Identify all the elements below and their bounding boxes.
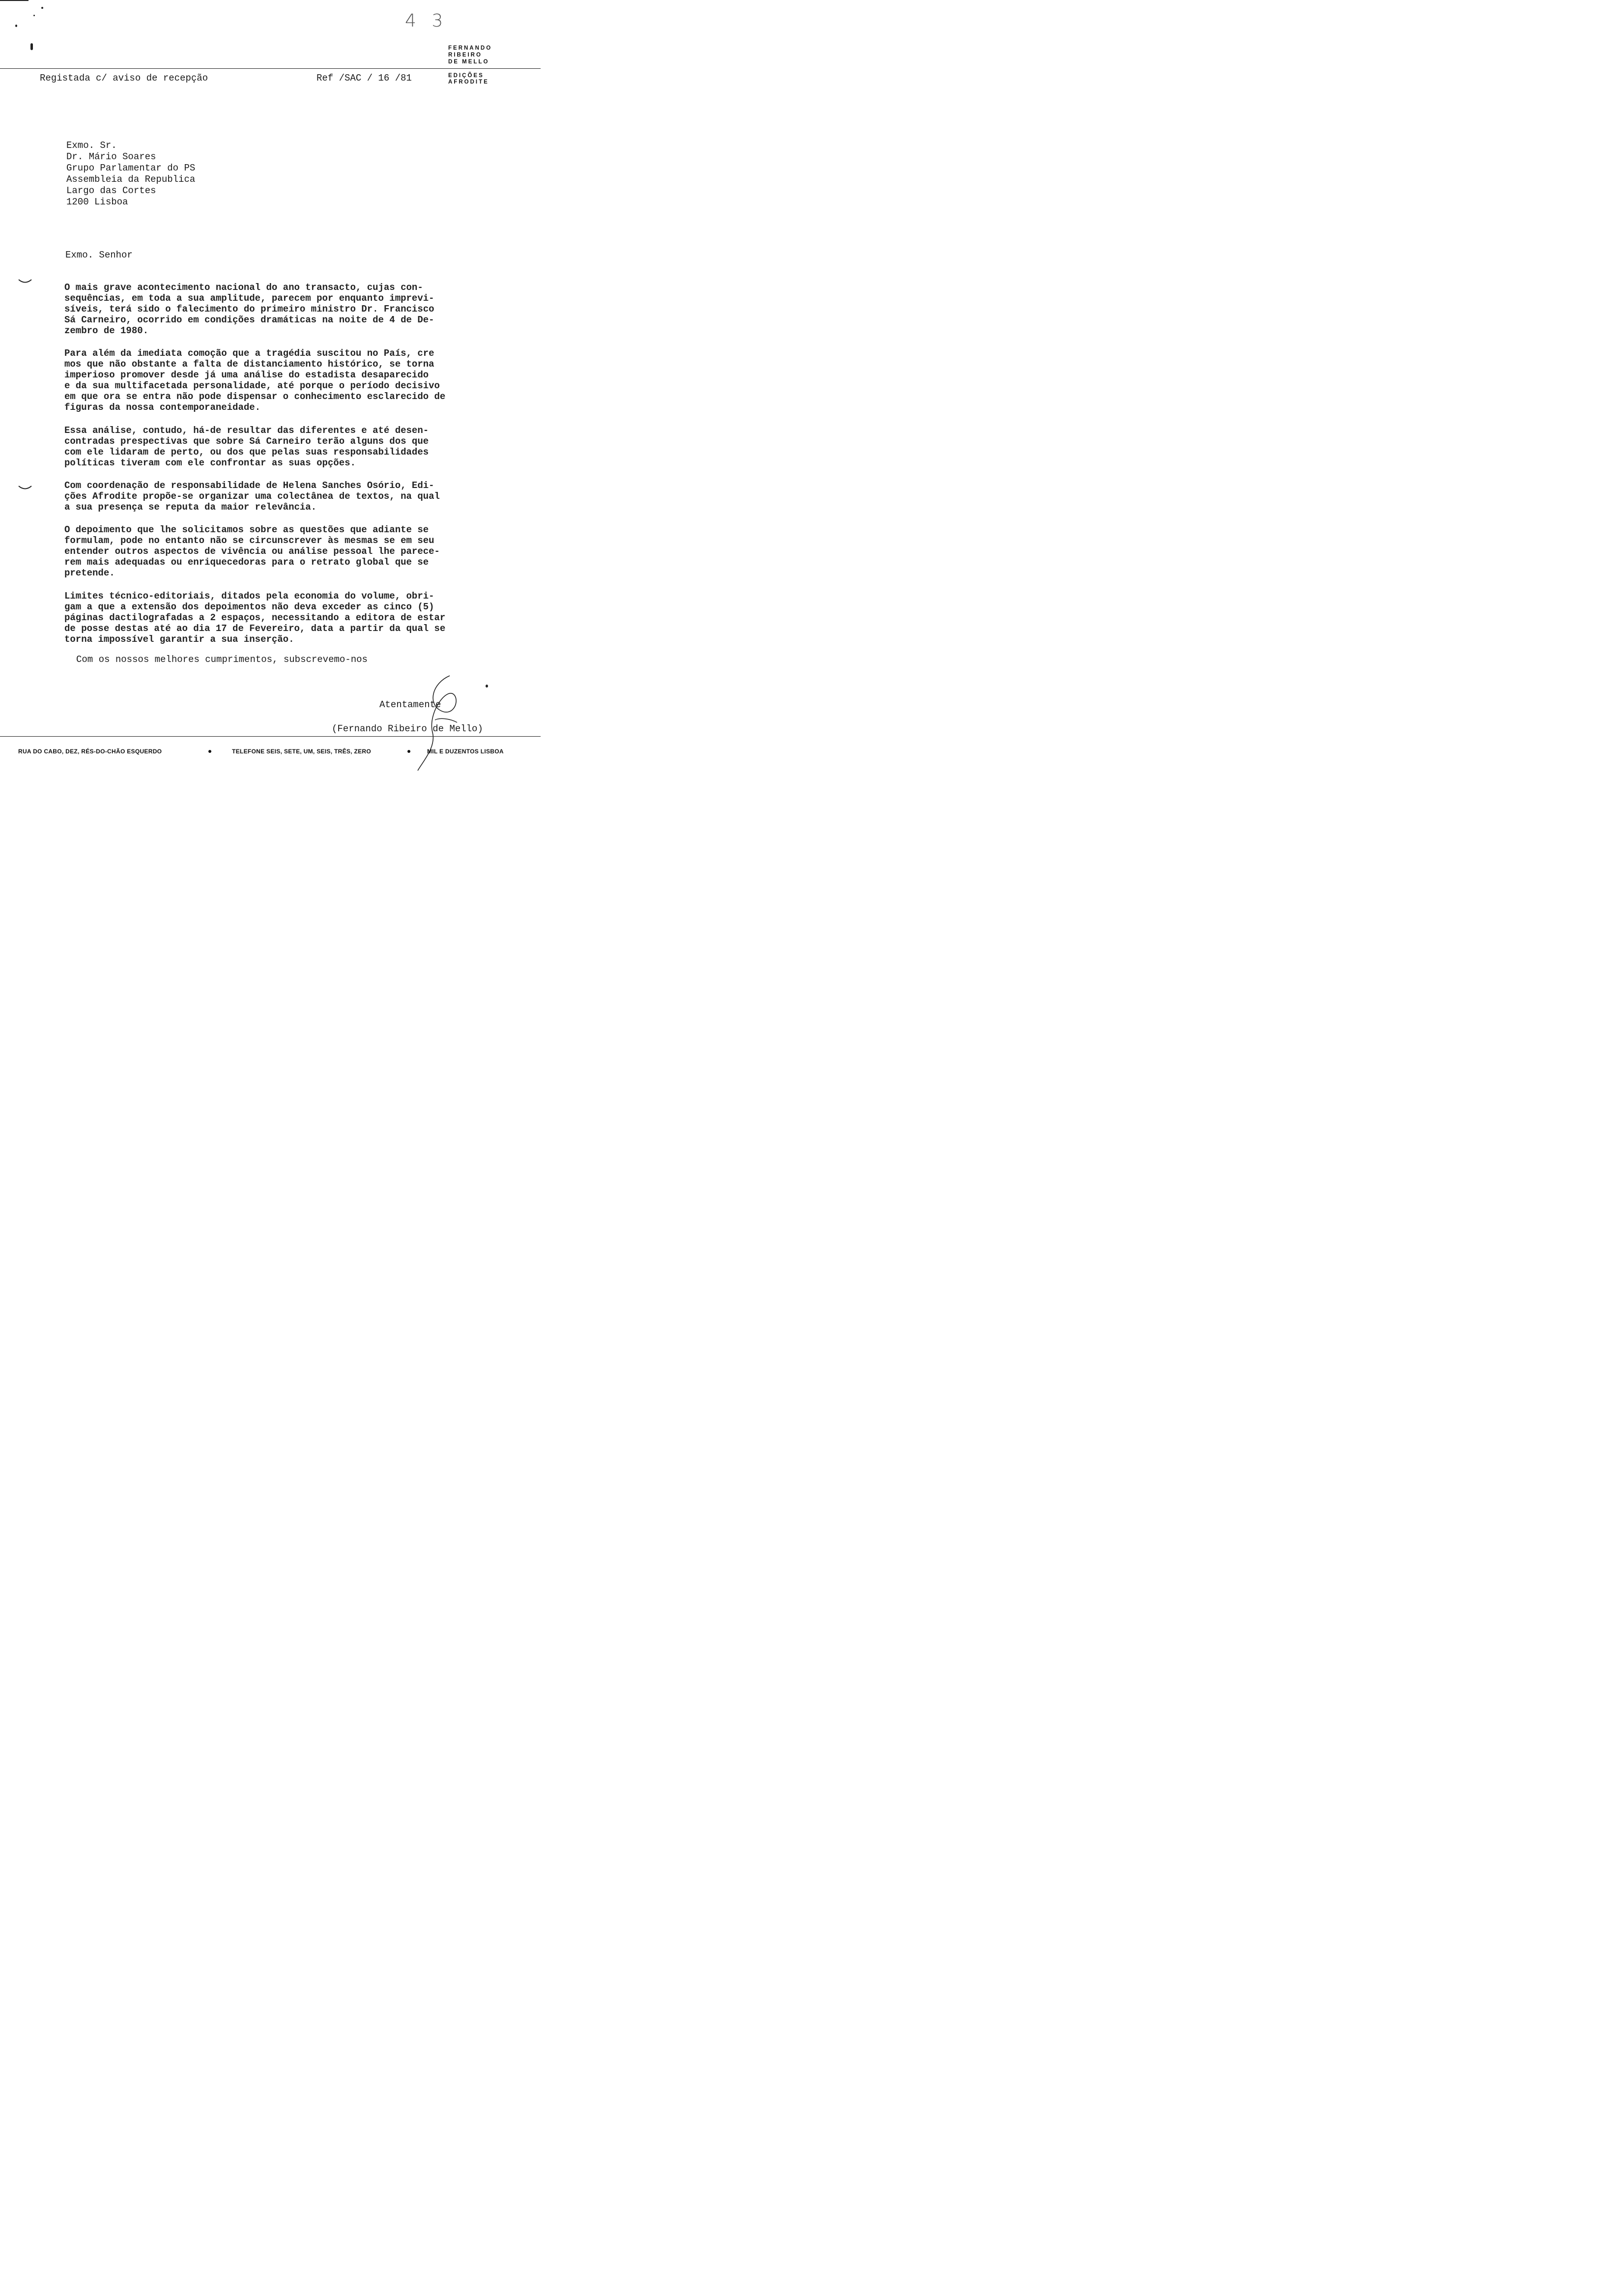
paragraph-line: de posse destas até ao dia 17 de Fevereiro, data a partir da qual se [64,623,446,634]
body-paragraph [64,591,445,645]
paragraph-line: Limites técnico-editoriais, ditados pela economia do volume, obri- [64,591,434,602]
handwritten-signature [413,673,472,772]
paragraph-line: O mais grave acontecimento nacional do ano transacto, cujas con- [64,282,423,293]
paragraph-line: imperioso promover desde já uma análise do estadista desaparecido [64,370,429,380]
sign-off: Atentamente [379,699,441,710]
paragraph-line: figuras da nossa contemporaneidade. [64,402,261,413]
paragraph-line: contradas prespectivas que sobre Sá Carneiro terão alguns dos que [64,436,429,447]
letterhead-name-line: FERNANDO [448,45,492,51]
address-line: Exmo. Sr. [66,140,117,151]
footer-phone: TELEFONE SEIS, SETE, UM, SEIS, TRÊS, ZERO [232,748,372,755]
address-line: 1200 Lisboa [66,197,128,207]
reference-number: Ref /SAC / 16 /81 [317,73,412,84]
paragraph-line: formulam, pode no entanto não se circunscrever às mesmas se em seu [64,535,434,546]
paragraph-line: em que ora se entra não pode dispensar o conhecimento esclarecido de [64,391,446,402]
body-paragraph [64,282,434,336]
paragraph-line: Sá Carneiro, ocorrido em condições dramáticas na noite de 4 de De- [64,315,434,325]
paragraph-line: ções Afrodite propõe-se organizar uma colectânea de textos, na qual [64,491,440,502]
paragraph-line: gam a que a extensão dos depoimentos não deva exceder as cinco (5) [64,602,434,612]
paragraph-line: políticas tiveram com ele confrontar as suas opções. [64,458,356,468]
ink-speck [33,15,35,16]
paragraph-line: sequências, em toda a sua amplitude, parecem por enquanto imprevi- [64,293,434,304]
top-edge-rule [0,0,29,1]
margin-tick-mark [18,485,32,491]
paragraph-line: síveis, terá sido o falecimento do primeiro ministro Dr. Francisco [64,304,434,315]
paragraph-line: O depoimento que lhe solicitamos sobre as questões que adiante se [64,524,429,535]
archive-page-number: 4 3 [405,11,448,31]
salutation: Exmo. Senhor [65,250,133,260]
letterhead-publisher-line: EDIÇÕES [448,73,484,79]
paragraph-line: Com coordenação de responsabilidade de Helena Sanches Osório, Edi- [64,480,434,491]
header-rule [0,68,541,69]
ink-speck [30,43,33,50]
address-line: Grupo Parlamentar do PS [66,163,196,173]
letter-page [0,0,541,770]
footer-rule [0,736,541,737]
letterhead-name-line: DE MELLO [448,59,489,65]
registered-mail-note: Registada c/ aviso de recepção [40,73,208,84]
address-line: Assembleia da Republica [66,174,196,185]
paragraph-line: zembro de 1980. [64,325,149,336]
letterhead-publisher-line: AFRODITE [448,79,489,85]
closing-line: Com os nossos melhores cumprimentos, subscrevemo-nos [76,654,368,665]
letterhead-name-line: RIBEIRO [448,52,482,58]
footer-address: RUA DO CABO, DEZ, RÉS-DO-CHÃO ESQUERDO [18,748,162,755]
ink-speck [15,25,17,27]
footer-separator [407,750,410,753]
paragraph-line: torna impossível garantir a sua inserção. [64,634,294,645]
ink-speck [41,7,43,9]
paragraph-line: páginas dactilografadas a 2 espaços, necessitando a editora de estar [64,612,446,623]
paragraph-line: pretende. [64,568,115,578]
recipient-address [66,140,195,208]
letterhead-publisher [448,73,502,86]
margin-tick-mark [18,278,32,285]
address-line: Dr. Mário Soares [66,151,156,162]
address-line: Largo das Cortes [66,185,156,196]
paragraph-line: Essa análise, contudo, há-de resultar das diferentes e até desen- [64,425,429,436]
body-paragraph [64,348,445,413]
footer-city: MIL E DUZENTOS LISBOA [427,748,504,755]
paragraph-line: com ele lidaram de perto, ou dos que pelas suas responsabilidades [64,447,429,458]
paragraph-line: entender outros aspectos de vivência ou análise pessoal lhe parece- [64,546,440,557]
footer-separator [208,750,211,753]
signer-name: (Fernando Ribeiro de Mello) [332,723,483,734]
paragraph-line: e da sua multifacetada personalidade, até porque o período decisivo [64,380,440,391]
body-paragraph [64,480,440,513]
paragraph-line: mos que não obstante a falta de distanciamento histórico, se torna [64,359,434,370]
paragraph-line: a sua presença se reputa da maior relevância. [64,502,317,513]
body-paragraph [64,524,440,578]
body-paragraph [64,425,429,468]
ink-speck [486,685,488,688]
paragraph-line: rem mais adequadas ou enriquecedoras para o retrato global que se [64,557,429,568]
letterhead-name [448,45,502,65]
paragraph-line: Para além da imediata comoção que a tragédia suscitou no País, cre [64,348,434,359]
